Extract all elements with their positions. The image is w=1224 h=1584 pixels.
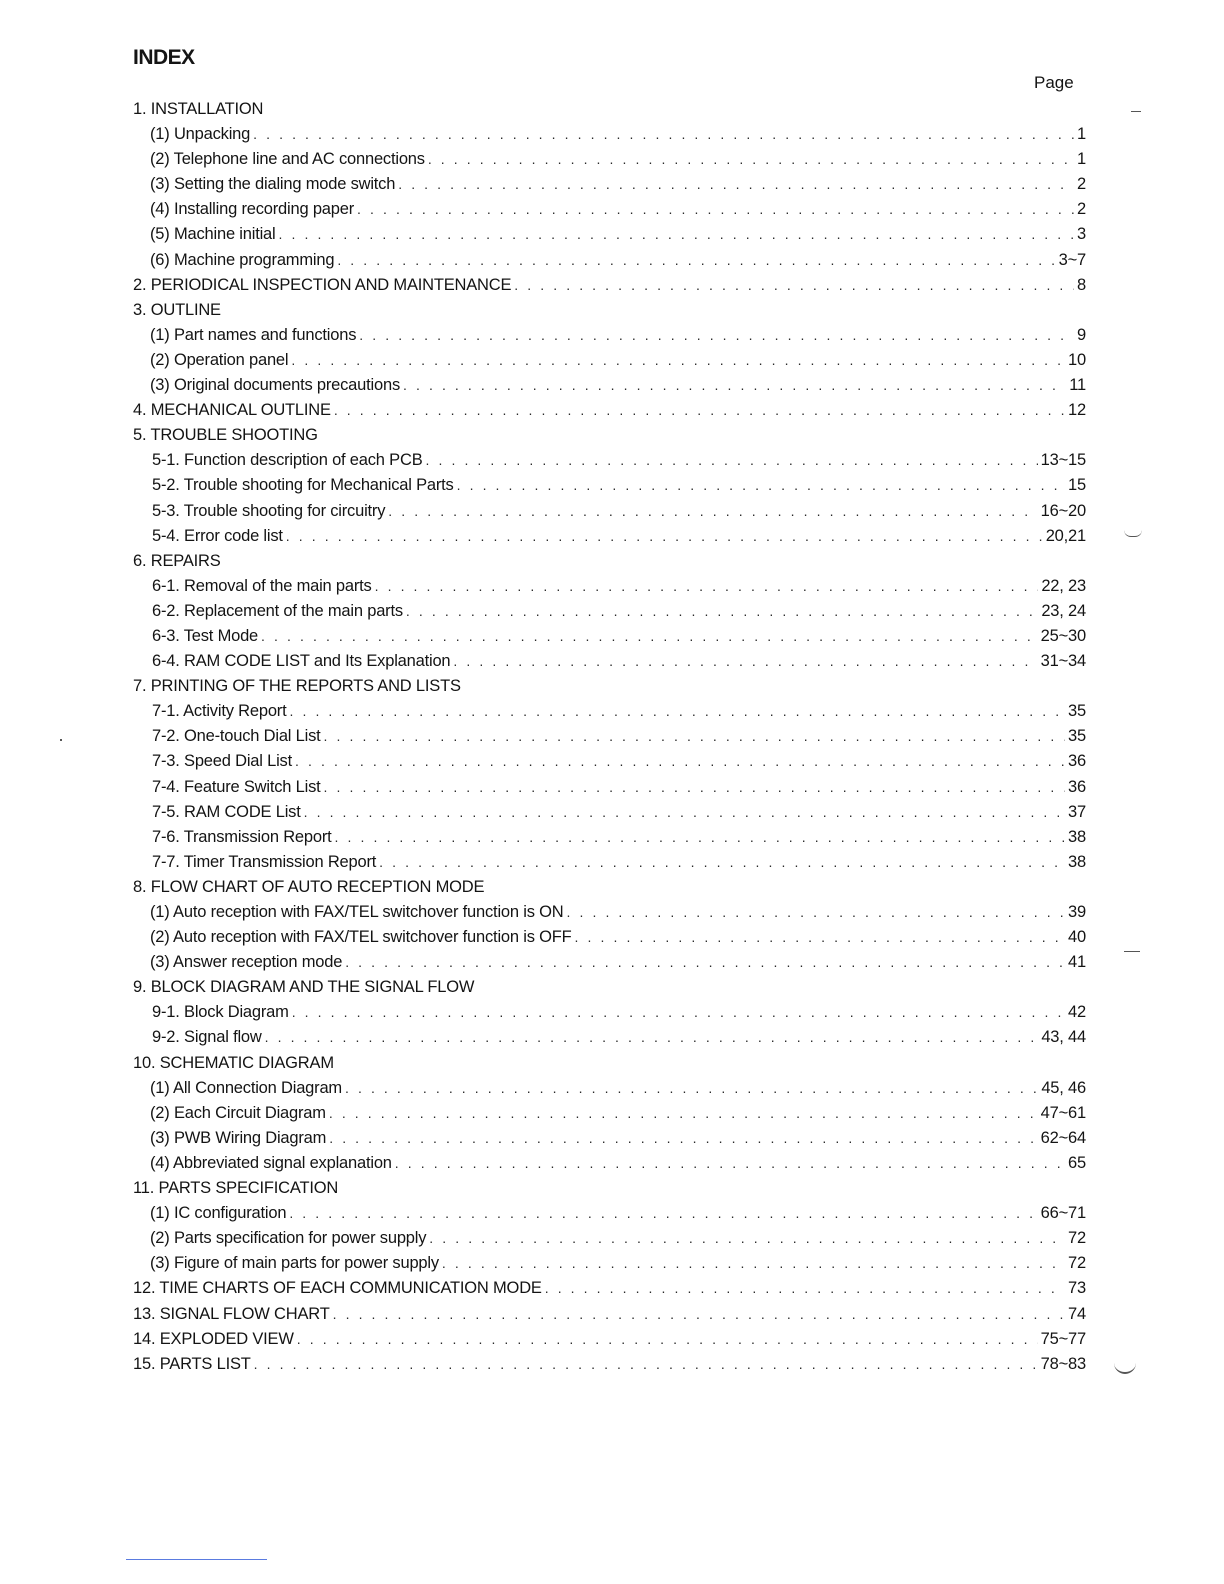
toc-page-number: 22, 23 (1041, 576, 1086, 595)
toc-page-number: 74 (1068, 1304, 1086, 1323)
dot-leader (514, 273, 1074, 298)
toc-entry (0, 1201, 1224, 1226)
toc-label: 9. BLOCK DIAGRAM AND THE SIGNAL FLOW (133, 978, 475, 997)
dot-leader (279, 222, 1075, 247)
toc-page-number: 31~34 (1040, 652, 1086, 671)
toc-label: 7-6. Transmission Report (152, 827, 332, 846)
toc-line (133, 975, 1086, 1000)
toc-label: 5-2. Trouble shooting for Mechanical Parts (152, 476, 454, 495)
scan-mark (1124, 951, 1140, 952)
toc-page-number: 3~7 (1058, 250, 1086, 269)
toc-page-number: 35 (1068, 702, 1086, 721)
toc-label: (1) Unpacking (150, 125, 251, 144)
toc-label: 9-2. Signal flow (152, 1028, 262, 1047)
toc-label: (3) Figure of main parts for power supply (150, 1254, 439, 1273)
dot-leader (567, 900, 1066, 925)
dot-leader (324, 775, 1066, 800)
toc-page-number: 38 (1068, 852, 1086, 871)
toc-page-number: 39 (1068, 903, 1086, 921)
toc-entry (0, 1025, 1224, 1050)
toc-label: 7-5. RAM CODE List (152, 802, 301, 821)
toc-entry (0, 323, 1224, 348)
toc-label: (3) Setting the dialing mode switch (150, 175, 396, 194)
dot-leader (324, 724, 1066, 749)
toc-label: (2) Auto reception with FAX/TEL switchover function is OFF (150, 928, 572, 947)
toc-page-number: 66~71 (1040, 1204, 1086, 1223)
toc-entry (0, 1126, 1224, 1151)
toc-label: 7-7. Timer Transmission Report (152, 852, 377, 871)
toc-entry (0, 448, 1224, 473)
toc-entry (0, 599, 1224, 624)
toc-line (150, 348, 1086, 373)
toc-page-number: 45, 46 (1041, 1078, 1086, 1097)
toc-entry (0, 348, 1224, 373)
toc-label: (3) Original documents precautions (150, 376, 400, 395)
toc-page-number: 72 (1068, 1254, 1086, 1273)
dot-leader (334, 398, 1065, 423)
toc-line (133, 674, 1086, 699)
toc-line (152, 749, 1086, 774)
toc-entry (0, 1076, 1224, 1101)
toc-page-number: 25~30 (1040, 626, 1086, 645)
dot-leader (398, 172, 1074, 197)
toc-label: 8. FLOW CHART OF AUTO RECEPTION MODE (133, 877, 485, 896)
toc-label: (1) All Connection Diagram (150, 1078, 342, 1097)
toc-entry (0, 574, 1224, 599)
toc-line (150, 147, 1086, 172)
toc-section (0, 423, 1224, 448)
dot-leader (292, 1000, 1065, 1025)
dot-leader (375, 574, 1039, 599)
toc-line (133, 1176, 1086, 1201)
toc-page-number: 73 (1068, 1279, 1086, 1298)
dot-leader (286, 524, 1043, 549)
toc-entry (0, 1226, 1224, 1251)
toc-line (150, 222, 1086, 247)
toc-page-number: 37 (1068, 802, 1086, 821)
toc-line (150, 950, 1086, 975)
toc-line (150, 172, 1086, 197)
dot-leader (457, 473, 1065, 498)
toc-section (0, 549, 1224, 574)
dot-leader (333, 1302, 1065, 1327)
dot-leader (403, 373, 1066, 398)
dot-leader (453, 649, 1037, 674)
dot-leader (357, 197, 1074, 222)
toc-entry (0, 649, 1224, 674)
toc-label: 13. SIGNAL FLOW CHART (133, 1304, 330, 1323)
toc-entry (0, 1151, 1224, 1176)
index-title: INDEX (133, 46, 195, 69)
toc-entry (0, 373, 1224, 398)
toc-label: 7-1. Activity Report (152, 702, 287, 721)
dot-leader (337, 248, 1055, 273)
toc-page-number: 9 (1077, 325, 1086, 344)
toc-line (150, 1151, 1086, 1176)
toc-label: (1) Auto reception with FAX/TEL switchover function is ON (150, 903, 564, 921)
toc-line (150, 1201, 1086, 1226)
toc-label: 6. REPAIRS (133, 551, 221, 570)
toc-line (133, 1051, 1086, 1076)
scan-mark (1131, 111, 1141, 112)
toc-label: 7-4. Feature Switch List (152, 777, 321, 796)
toc-line (152, 448, 1086, 473)
toc-entry (0, 775, 1224, 800)
toc-line (150, 248, 1086, 273)
toc-page-number: 43, 44 (1041, 1028, 1086, 1047)
toc-label: (2) Each Circuit Diagram (150, 1103, 326, 1122)
toc-line (152, 775, 1086, 800)
toc-section (0, 875, 1224, 900)
dot-leader (329, 1101, 1038, 1126)
toc-page-number: 20,21 (1045, 526, 1086, 545)
toc-label: 5-1. Function description of each PCB (152, 451, 423, 470)
toc-page-number: 36 (1068, 752, 1086, 771)
toc-line (133, 875, 1086, 900)
toc-label: (4) Installing recording paper (150, 200, 355, 219)
toc-entry (0, 950, 1224, 975)
toc-line (152, 699, 1086, 724)
dot-leader (297, 1327, 1038, 1352)
toc-label: 3. OUTLINE (133, 300, 221, 319)
toc-page-number: 8 (1077, 275, 1086, 294)
toc-line (150, 900, 1086, 925)
toc-label: 6-4. RAM CODE LIST and Its Explanation (152, 652, 451, 671)
toc-line (133, 423, 1086, 448)
toc-entry (0, 197, 1224, 222)
toc-label: (4) Abbreviated signal explanation (150, 1153, 392, 1172)
dot-leader (379, 850, 1065, 875)
toc-label: 5-4. Error code list (152, 526, 283, 545)
toc-entry (0, 524, 1224, 549)
toc-line (152, 1000, 1086, 1025)
toc-line (150, 323, 1086, 348)
toc-page-number: 2 (1077, 200, 1086, 219)
toc-section (0, 1302, 1224, 1327)
toc-entry (0, 624, 1224, 649)
toc-label: (3) PWB Wiring Diagram (150, 1128, 327, 1147)
toc-line (152, 825, 1086, 850)
toc-page-number: 16~20 (1040, 501, 1086, 520)
toc-line (150, 1076, 1086, 1101)
scan-mark (60, 739, 62, 741)
toc-entry (0, 222, 1224, 247)
toc-section (0, 1176, 1224, 1201)
dot-leader (345, 950, 1065, 975)
toc-label: (1) IC configuration (150, 1204, 287, 1223)
toc-line (150, 1251, 1086, 1276)
toc-page-number: 13~15 (1040, 451, 1086, 470)
toc-line (150, 1226, 1086, 1251)
dot-leader (265, 1025, 1039, 1050)
toc-line (133, 1352, 1086, 1377)
toc-page-number: 1 (1077, 150, 1086, 169)
toc-label: 7-3. Speed Dial List (152, 752, 292, 771)
toc-page-number: 11 (1069, 376, 1086, 395)
toc-section (0, 1276, 1224, 1301)
toc-page-number: 23, 24 (1041, 601, 1086, 620)
toc-line (152, 1025, 1086, 1050)
toc-section (0, 674, 1224, 699)
toc-page-number: 2 (1077, 175, 1086, 194)
dot-leader (289, 1201, 1037, 1226)
toc-page-number: 1 (1077, 125, 1086, 144)
dot-leader (575, 925, 1066, 950)
toc-entry (0, 172, 1224, 197)
toc-line (152, 850, 1086, 875)
toc-entry (0, 248, 1224, 273)
toc-line (150, 925, 1086, 950)
toc-page-number: 47~61 (1040, 1103, 1086, 1122)
dot-leader (291, 348, 1065, 373)
dot-leader (289, 699, 1065, 724)
toc-entry (0, 749, 1224, 774)
toc-label: 1. INSTALLATION (133, 100, 264, 118)
toc-line (152, 473, 1086, 498)
toc-line (133, 97, 1086, 122)
dot-leader (295, 749, 1065, 774)
toc-label: 5-3. Trouble shooting for circuitry (152, 501, 386, 520)
toc-label: (3) Answer reception mode (150, 953, 343, 972)
toc-page-number: 35 (1068, 727, 1086, 746)
dot-leader (335, 825, 1066, 850)
toc-page-number: 41 (1068, 953, 1086, 972)
toc-line (152, 800, 1086, 825)
toc-label: (6) Machine programming (150, 250, 335, 269)
dot-leader (428, 147, 1074, 172)
toc-entry (0, 147, 1224, 172)
dot-leader (545, 1276, 1065, 1301)
toc-entry (0, 1251, 1224, 1276)
toc-label: 6-3. Test Mode (152, 626, 259, 645)
toc-label: 7. PRINTING OF THE REPORTS AND LISTS (133, 677, 461, 696)
dot-leader (254, 1352, 1038, 1377)
dot-leader (329, 1126, 1037, 1151)
dot-leader (426, 448, 1038, 473)
toc-line (150, 197, 1086, 222)
toc-page-number: 75~77 (1040, 1329, 1086, 1348)
toc-line (152, 499, 1086, 524)
toc-entry (0, 925, 1224, 950)
toc-line (133, 1302, 1086, 1327)
toc-line (150, 122, 1086, 147)
toc-entry (0, 724, 1224, 749)
dot-leader (359, 323, 1074, 348)
toc-line (133, 398, 1086, 423)
toc-line (150, 1101, 1086, 1126)
toc-entry (0, 473, 1224, 498)
toc-line (133, 1327, 1086, 1352)
toc-entry (0, 699, 1224, 724)
toc-label: (2) Parts specification for power supply (150, 1229, 427, 1248)
toc-label: 15. PARTS LIST (133, 1354, 251, 1373)
toc-line (152, 524, 1086, 549)
dot-leader (395, 1151, 1065, 1176)
toc-line (152, 724, 1086, 749)
toc-page-number: 62~64 (1040, 1128, 1086, 1147)
toc-label: 6-2. Replacement of the main parts (152, 601, 403, 620)
dot-leader (345, 1076, 1038, 1101)
toc-page-number: 72 (1068, 1229, 1086, 1248)
toc-label: 5. TROUBLE SHOOTING (133, 426, 318, 445)
toc-page-number: 65 (1068, 1153, 1086, 1172)
toc-line (133, 273, 1086, 298)
toc-label: 2. PERIODICAL INSPECTION AND MAINTENANCE (133, 275, 512, 294)
toc-line (152, 599, 1086, 624)
toc-entry (0, 900, 1224, 925)
dot-leader (429, 1226, 1065, 1251)
toc-page-number: 40 (1068, 928, 1086, 947)
toc-label: (1) Part names and functions (150, 325, 357, 344)
toc-label: 11. PARTS SPECIFICATION (133, 1179, 339, 1198)
toc-entry (0, 122, 1224, 147)
toc-section (0, 1352, 1224, 1377)
toc-page-number: 10 (1068, 350, 1086, 369)
toc-line (152, 649, 1086, 674)
toc-entry (0, 800, 1224, 825)
dot-leader (304, 800, 1065, 825)
dot-leader (388, 499, 1037, 524)
table-of-contents (0, 97, 1224, 1377)
toc-line (150, 1126, 1086, 1151)
dot-leader (442, 1251, 1065, 1276)
toc-page-number: 38 (1068, 827, 1086, 846)
toc-section (0, 975, 1224, 1000)
page-column-header: Page (1034, 73, 1074, 92)
toc-section (0, 273, 1224, 298)
toc-entry (0, 825, 1224, 850)
toc-label: 4. MECHANICAL OUTLINE (133, 401, 331, 420)
toc-page-number: 15 (1068, 476, 1086, 495)
toc-label: 6-1. Removal of the main parts (152, 576, 372, 595)
toc-page-number: 78~83 (1040, 1354, 1086, 1373)
toc-section (0, 1327, 1224, 1352)
dot-leader (253, 122, 1074, 147)
toc-entry (0, 1101, 1224, 1126)
dot-leader (406, 599, 1038, 624)
toc-label: (2) Telephone line and AC connections (150, 150, 425, 169)
toc-label: (5) Machine initial (150, 225, 276, 244)
toc-entry (0, 850, 1224, 875)
toc-label: 12. TIME CHARTS OF EACH COMMUNICATION MODE (133, 1279, 542, 1298)
toc-label: 14. EXPLODED VIEW (133, 1329, 294, 1348)
toc-entry (0, 499, 1224, 524)
toc-label: (2) Operation panel (150, 350, 289, 369)
toc-section (0, 398, 1224, 423)
toc-line (133, 549, 1086, 574)
toc-line (152, 624, 1086, 649)
toc-line (133, 298, 1086, 323)
toc-line (133, 1276, 1086, 1301)
footer-line (126, 1559, 267, 1560)
toc-page-number: 12 (1068, 401, 1086, 420)
toc-page-number: 3 (1077, 225, 1086, 244)
toc-label: 9-1. Block Diagram (152, 1003, 289, 1022)
toc-line (150, 373, 1086, 398)
toc-section (0, 298, 1224, 323)
toc-label: 10. SCHEMATIC DIAGRAM (133, 1053, 334, 1072)
toc-entry (0, 1000, 1224, 1025)
toc-page-number: 42 (1068, 1003, 1086, 1022)
toc-page-number: 36 (1068, 777, 1086, 796)
toc-section (0, 1051, 1224, 1076)
dot-leader (261, 624, 1038, 649)
toc-section (0, 97, 1224, 122)
toc-label: 7-2. One-touch Dial List (152, 727, 321, 746)
toc-line (152, 574, 1086, 599)
